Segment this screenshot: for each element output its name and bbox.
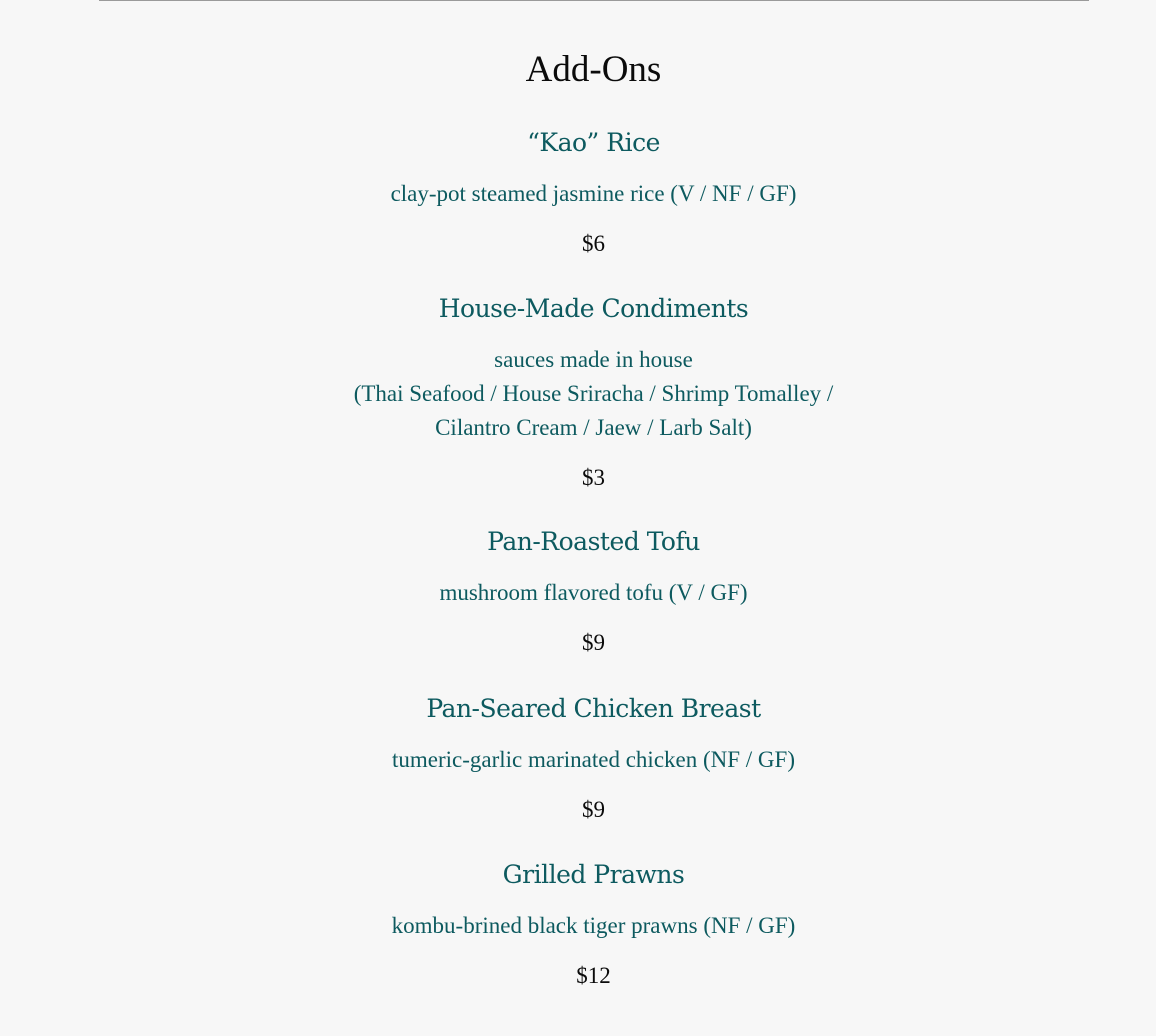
- item-description-line: Cilantro Cream / Jaew / Larb Salt): [435, 415, 752, 440]
- item-price: $9: [582, 797, 605, 822]
- item-description: mushroom flavored tofu (V / GF): [439, 580, 748, 605]
- menu-item-house-made-condiments: [0, 293, 1156, 493]
- item-price: $6: [582, 231, 605, 256]
- item-name: “Kao” Rice: [527, 128, 660, 157]
- item-description: clay-pot steamed jasmine rice (V / NF / GF): [390, 181, 797, 206]
- section-title: Add-Ons: [525, 49, 662, 90]
- item-price: $9: [582, 630, 605, 655]
- item-description: kombu-brined black tiger prawns (NF / GF): [391, 913, 796, 938]
- top-divider: [99, 0, 1089, 1]
- menu-item-pan-roasted-tofu: [0, 526, 1156, 658]
- item-price: $12: [576, 963, 611, 988]
- item-price: $3: [582, 465, 605, 490]
- item-name: Pan-Roasted Tofu: [487, 527, 700, 556]
- item-description-line: sauces made in house: [494, 347, 693, 372]
- item-description: tumeric-garlic marinated chicken (NF / GF): [392, 747, 795, 772]
- menu-item-kao-rice: [0, 127, 1156, 259]
- menu-item-grilled-prawns: [0, 859, 1156, 991]
- item-description-line: (Thai Seafood / House Sriracha / Shrimp Tomalley /: [353, 381, 834, 406]
- item-name: Pan-Seared Chicken Breast: [426, 694, 761, 723]
- item-name: Grilled Prawns: [502, 860, 685, 889]
- item-name: House-Made Condiments: [438, 294, 749, 323]
- menu-item-pan-seared-chicken-breast: [0, 693, 1156, 825]
